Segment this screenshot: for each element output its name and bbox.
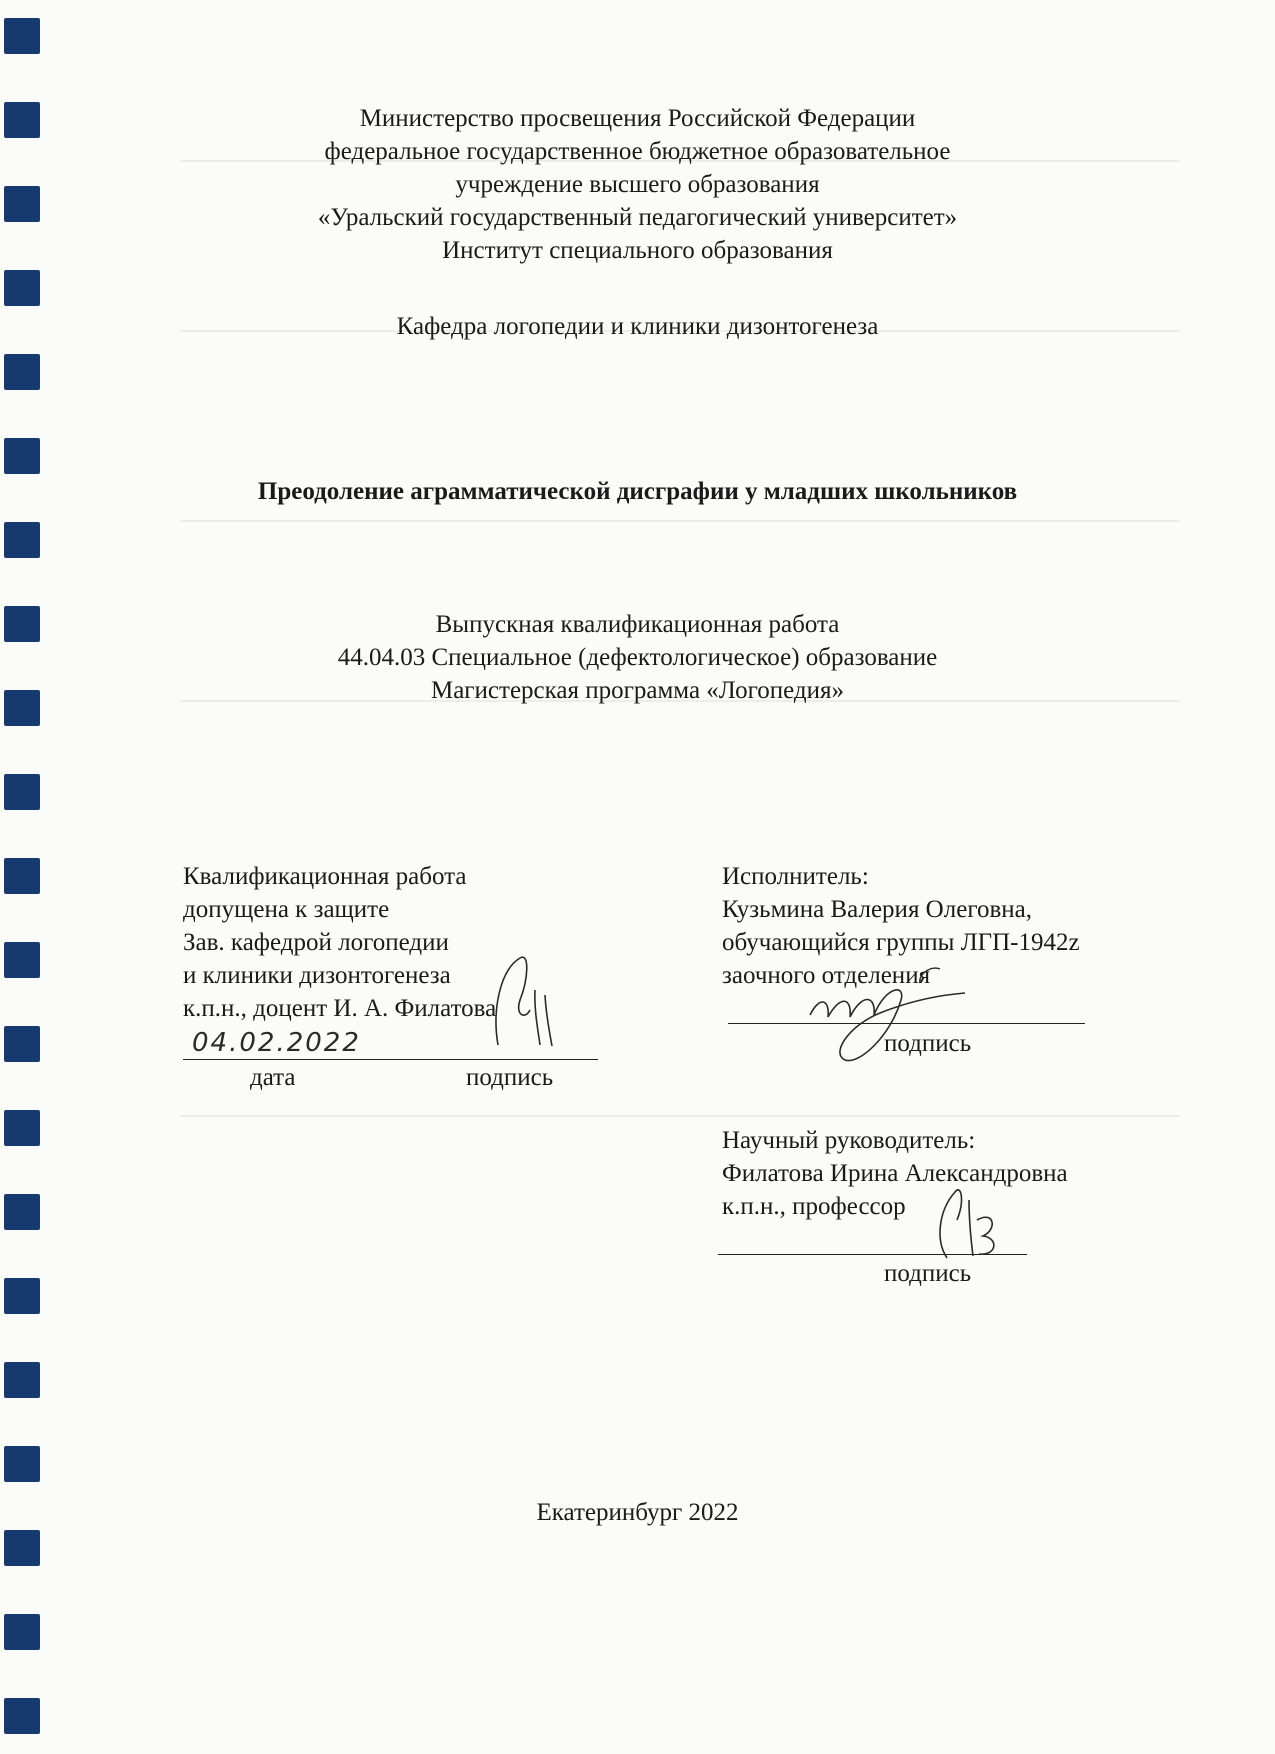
binding-hole [4,1362,40,1398]
supervisor-block [722,1124,1068,1223]
binding-hole [4,1530,40,1566]
supervisor-line: Научный руководитель: [722,1127,976,1154]
date-signature-line [183,1059,598,1060]
work-type: Выпускная квалификационная работа [435,611,840,638]
institution-line-2: учреждение высшего образования [455,171,820,198]
department-line: Кафедра логопедии и клиники дизонтогенеза [396,313,879,340]
footer-block [0,1496,1275,1529]
admission-line: и клиники дизонтогенеза [183,962,451,989]
binding-hole [4,522,40,558]
executor-line: заочного отделения [722,962,931,989]
admission-line: к.п.н., доцент И. А. Филатова [183,995,497,1022]
department-block [0,310,1275,343]
city-year: Екатеринбург 2022 [536,1499,739,1526]
binding-hole [4,858,40,894]
ministry-line: Министерство просвещения Российской Федерации [359,105,916,132]
date-label: дата [250,1064,296,1091]
binding-hole [4,1446,40,1482]
binding-hole [4,354,40,390]
work-type-block [0,608,1275,707]
head-signature [490,950,560,1050]
binding-hole [4,1278,40,1314]
supervisor-line: к.п.н., профессор [722,1193,906,1220]
header-block [0,102,1275,267]
admission-line: Зав. кафедрой логопедии [183,929,449,956]
executor-line: Исполнитель: [722,863,869,890]
executor-line: Кузьмина Валерия Олеговна, [722,896,1032,923]
thesis-title: Преодоление аграмматической дисграфии у младших школьников [257,478,1018,505]
binding-hole [4,1026,40,1062]
executor-line: обучающийся группы ЛГП-1942z [722,929,1080,956]
binding-hole [4,1194,40,1230]
program: Магистерская программа «Логопедия» [430,677,845,704]
institute-line: Институт специального образования [442,237,833,264]
binding-hole [4,270,40,306]
university-line: «Уральский государственный педагогический университет» [317,204,958,231]
binding-hole [4,18,40,54]
binding-hole [4,942,40,978]
specialty: 44.04.03 Специальное (дефектологическое) образование [337,644,938,671]
admission-block [183,860,496,1025]
binding-hole [4,1698,40,1734]
handwritten-date: 04.02.2022 [192,1028,361,1058]
supervisor-signature-label: подпись [884,1260,972,1287]
executor-signature-label: подпись [884,1030,972,1057]
binding-hole [4,438,40,474]
binding-hole [4,774,40,810]
binding-hole [4,1614,40,1650]
binding-hole [4,1110,40,1146]
admission-line: допущена к защите [183,896,390,923]
admission-line: Квалификационная работа [183,863,467,890]
title-block [0,478,1275,506]
executor-signature [790,955,980,1070]
supervisor-signature [925,1170,1005,1260]
show-through-line [180,1115,1180,1117]
show-through-line [180,520,1180,522]
institution-line-1: федеральное государственное бюджетное образовательное [324,138,951,165]
supervisor-line: Филатова Ирина Александровна [722,1160,1068,1187]
signature-label: подпись [466,1064,554,1091]
